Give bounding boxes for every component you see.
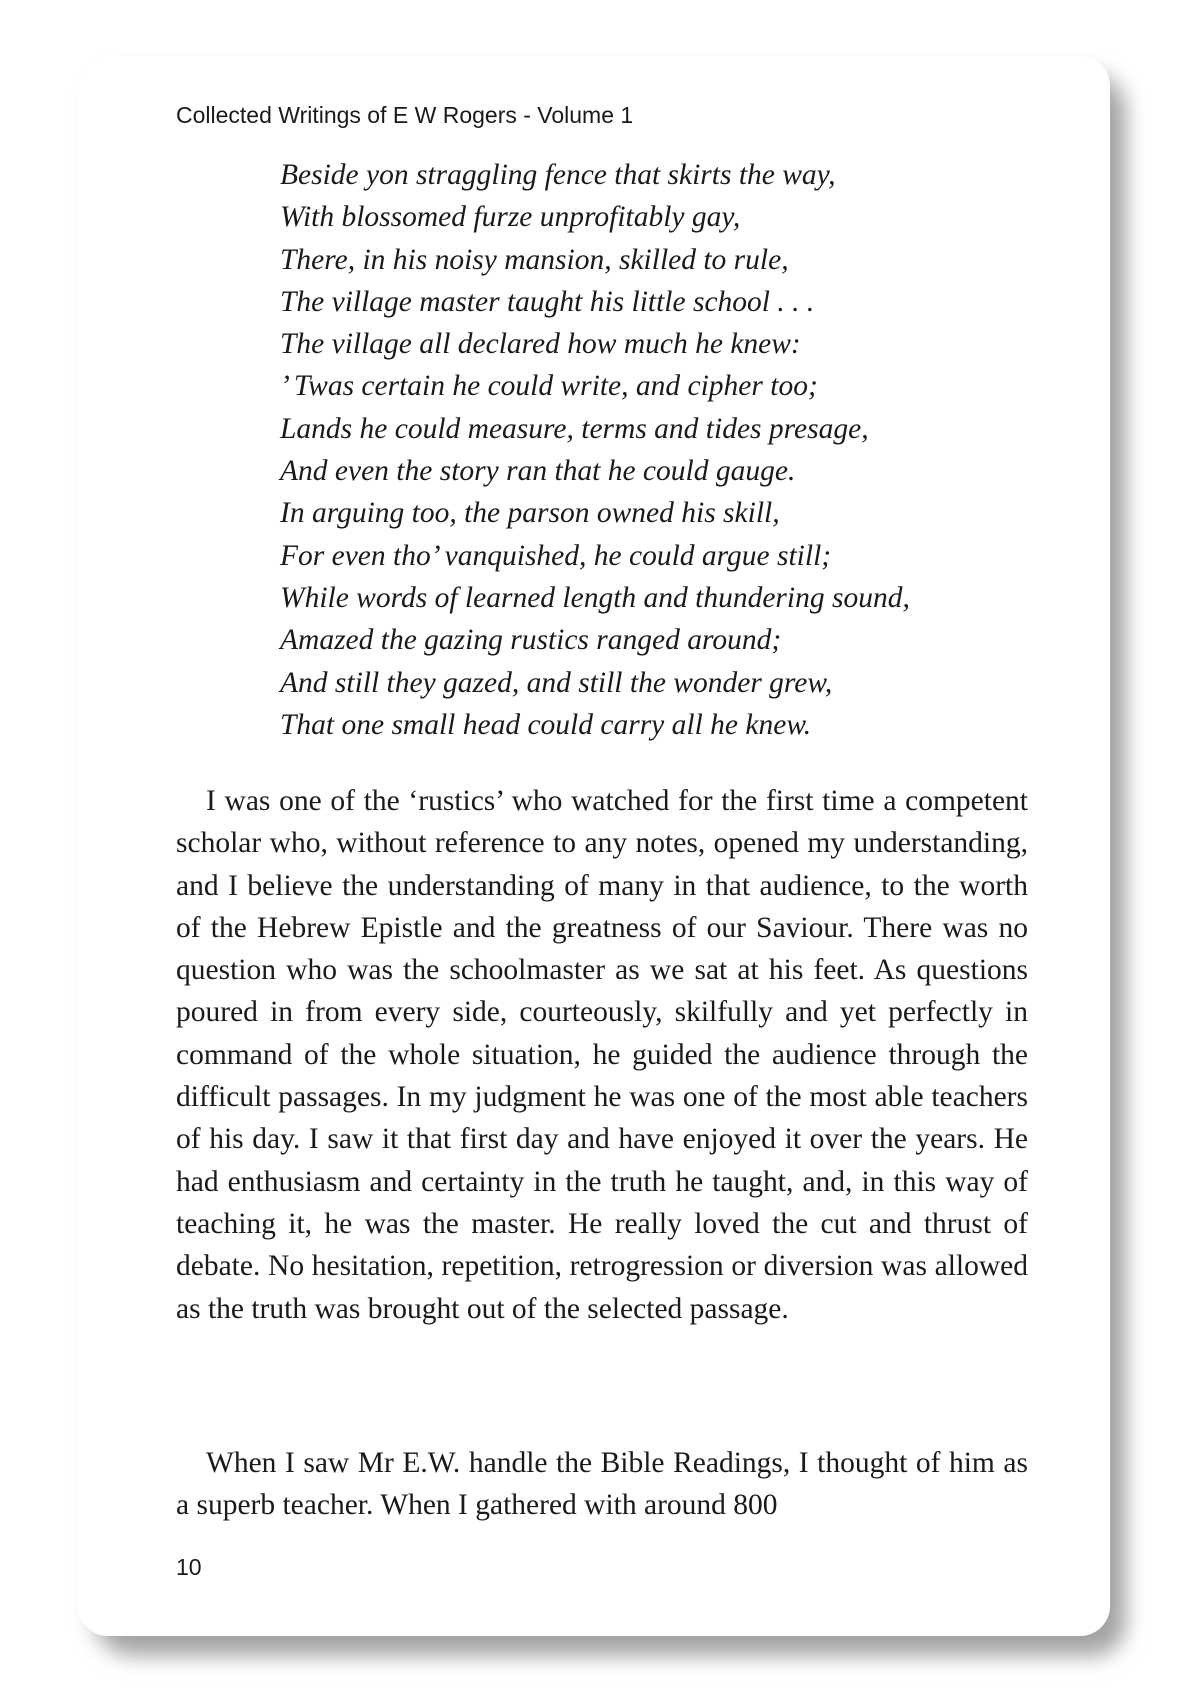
poem-line: ’ Twas certain he could write, and cipher too;: [280, 370, 818, 403]
poem-block: [280, 154, 910, 746]
poem-line: In arguing too, the parson owned his skill,: [280, 497, 780, 530]
poem-line: Lands he could measure, terms and tides presage,: [280, 412, 869, 445]
poem-line: And even the story ran that he could gauge.: [280, 455, 796, 488]
page-number: 10: [176, 1554, 202, 1580]
poem-line: There, in his noisy mansion, skilled to rule,: [280, 243, 789, 276]
poem-line: The village master taught his little school . . .: [280, 285, 815, 318]
poem-line: And still they gazed, and still the wonder grew,: [280, 666, 833, 699]
poem-line: Amazed the gazing rustics ranged around;: [280, 624, 782, 657]
poem-line: With blossomed furze unprofitably gay,: [280, 201, 741, 234]
poem-line: The village all declared how much he knew:: [280, 328, 801, 361]
poem-line: While words of learned length and thundering sound,: [280, 581, 910, 614]
poem-line: Beside yon straggling fence that skirts the way,: [280, 159, 836, 191]
running-header: Collected Writings of E W Rogers - Volume 1: [176, 102, 634, 128]
poem-line: That one small head could carry all he knew.: [280, 708, 812, 741]
body-paragraph: When I saw Mr E.W. handle the Bible Readings, I thought of him as a superb teacher. When I gathered with around 800: [176, 1447, 1028, 1522]
poem-line: For even tho’ vanquished, he could argue still;: [280, 539, 832, 572]
body-paragraph: I was one of the ‘rustics’ who watched for the first time a competent scholar who, without reference to any notes, opened my understanding, and I believe the understanding of many in that audience, to the worth of the Hebrew Epistle and the greatness of our Saviour. There was no question who was the schoolmaster as we sat at his feet. As questions poured in from every side, courteously, skilfully and yet perfectly in command of the whole situation, he guided the audience through the difficult passages. In my judgment he was one of the most able teachers of his day. I saw it that first day and have enjoyed it over the years. He had enthusiasm and certainty in the truth he taught, and, in this way of teaching it, he was the master. He really loved the cut and thrust of debate. No hesitation, repetition, retrogression or diversion was allowed as the truth was brought out of the selected passage.: [176, 785, 1028, 1325]
